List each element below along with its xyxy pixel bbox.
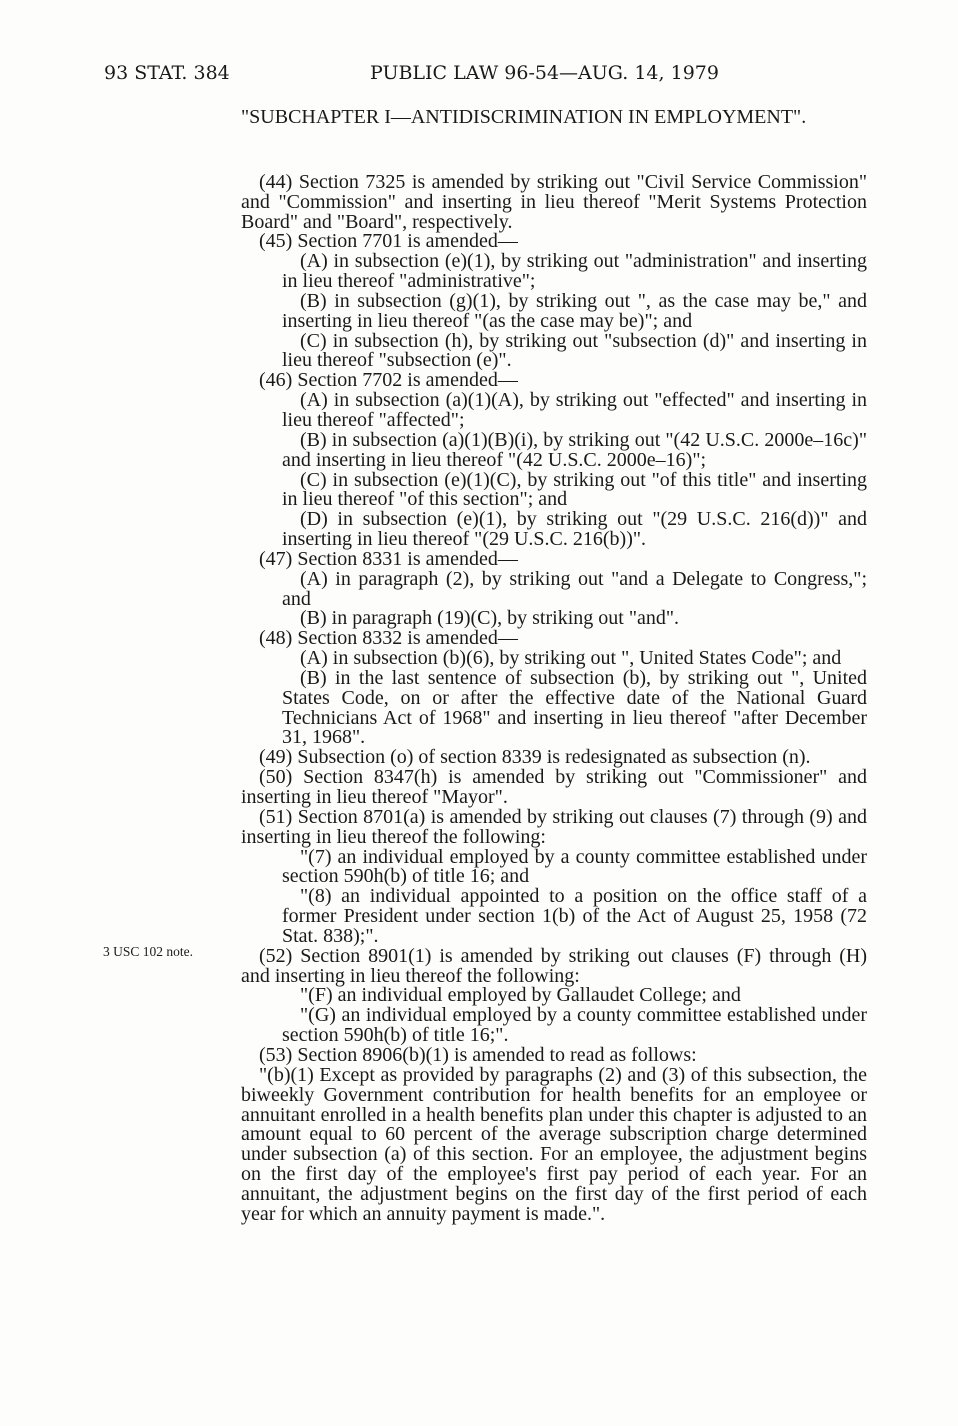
paragraph-45-a: (A) in subsection (e)(1), by striking out "administration" and inserting in lieu thereof "administrative"; — [282, 250, 867, 293]
paragraph-51-quote-8: "(8) an individual appointed to a position on the office staff of a former President under section 1(b) of the Act of August 25, 1958 (72 Stat. 838);". — [282, 885, 867, 947]
paragraph-45-c: (C) in subsection (h), by striking out "subsection (d)" and inserting in lieu thereof "subsection (e)". — [282, 329, 867, 372]
paragraph-51-quote-7: "(7) an individual employed by a county committee established under section 590h(b) of title 16; and — [282, 845, 867, 888]
paragraph-52-quote-g: "(G) an individual employed by a county committee established under section 590h(b) of title 16;". — [282, 1004, 867, 1047]
paragraph-52-quote-f: "(F) an individual employed by Gallaudet College; and — [300, 984, 741, 1007]
paragraph-53-quote: "(b)(1) Except as provided by paragraphs (2) and (3) of this subsection, the biweekly Government contribution for health benefits for an employee or annuitant enrolled in a health benefits plan under this chapter is adjusted to an amount equal to 60 percent of the average subscription charge determined under subsection (a) of this section. For an employee, the adjustment begins on the first day of the employee's first pay period of each year. For an annuitant, the adjustment begins on the first day of the first period of each year for which an annuity payment is made.". — [241, 1063, 867, 1225]
paragraph-52: (52) Section 8901(1) is amended by striking out clauses (F) through (H) and inserting in lieu thereof the following: — [241, 944, 867, 987]
paragraph-46-a: (A) in subsection (a)(1)(A), by striking out "effected" and inserting in lieu thereof "affected"; — [282, 389, 867, 431]
paragraph-51: (51) Section 8701(a) is amended by striking out clauses (7) through (9) and inserting in lieu thereof the following: — [241, 805, 867, 848]
paragraph-46-d: (D) in subsection (e)(1), by striking out "(29 U.S.C. 216(d))" and inserting in lieu thereof "(29 U.S.C. 216(b))". — [282, 508, 867, 551]
paragraph-47: (47) Section 8331 is amended— — [259, 547, 518, 570]
paragraph-45-b: (B) in subsection (g)(1), by striking out ", as the case may be," and inserting in lieu thereof "(as the case may be)"; and — [282, 289, 867, 332]
paragraph-53: (53) Section 8906(b)(1) is amended to read as follows: — [259, 1043, 697, 1066]
public-law-title: PUBLIC LAW 96-54—AUG. 14, 1979 — [370, 62, 719, 84]
margin-note: 3 USC 102 note. — [103, 944, 194, 959]
paragraph-48: (48) Section 8332 is amended— — [259, 627, 518, 650]
paragraph-47-b: (B) in paragraph (19)(C), by striking out "and". — [300, 607, 680, 630]
paragraph-44: (44) Section 7325 is amended by striking out "Civil Service Commission" and "Commission" and inserting in lieu thereof "Merit Systems Protection Board" and "Board", respectively. — [241, 170, 867, 233]
paragraph-49: (49) Subsection (o) of section 8339 is redesignated as subsection (n). — [259, 746, 811, 769]
body-text — [241, 108, 867, 1225]
paragraph-48-a: (A) in subsection (b)(6), by striking out ", United States Code"; and — [300, 647, 842, 670]
paragraph-48-b: (B) in the last sentence of subsection (b), by striking out ", United States Code, on or after the effective date of the National Guard Technicians Act of 1968" and inserting in lieu thereof "after December 31, 1968". — [282, 666, 867, 749]
paragraph-46-b: (B) in subsection (a)(1)(B)(i), by striking out "(42 U.S.C. 2000e–16c)" and inserting in lieu thereof "(42 U.S.C. 2000e–16)"; — [282, 428, 867, 471]
paragraph-47-a: (A) in paragraph (2), by striking out "and a Delegate to Congress,"; and — [282, 567, 867, 610]
spacer — [241, 128, 867, 173]
running-header — [104, 62, 864, 90]
paragraph-50: (50) Section 8347(h) is amended by striking out "Commissioner" and inserting in lieu thereof "Mayor". — [241, 766, 867, 808]
paragraph-46: (46) Section 7702 is amended— — [259, 369, 518, 392]
paragraph-45: (45) Section 7701 is amended— — [259, 230, 518, 253]
subchapter-heading: "SUBCHAPTER I—ANTIDISCRIMINATION IN EMPLOYMENT". — [241, 106, 807, 128]
paragraph-46-c: (C) in subsection (e)(1)(C), by striking out "of this title" and inserting in lieu thereof "of this section"; and — [282, 468, 867, 511]
statute-citation: 93 STAT. 384 — [104, 62, 230, 84]
